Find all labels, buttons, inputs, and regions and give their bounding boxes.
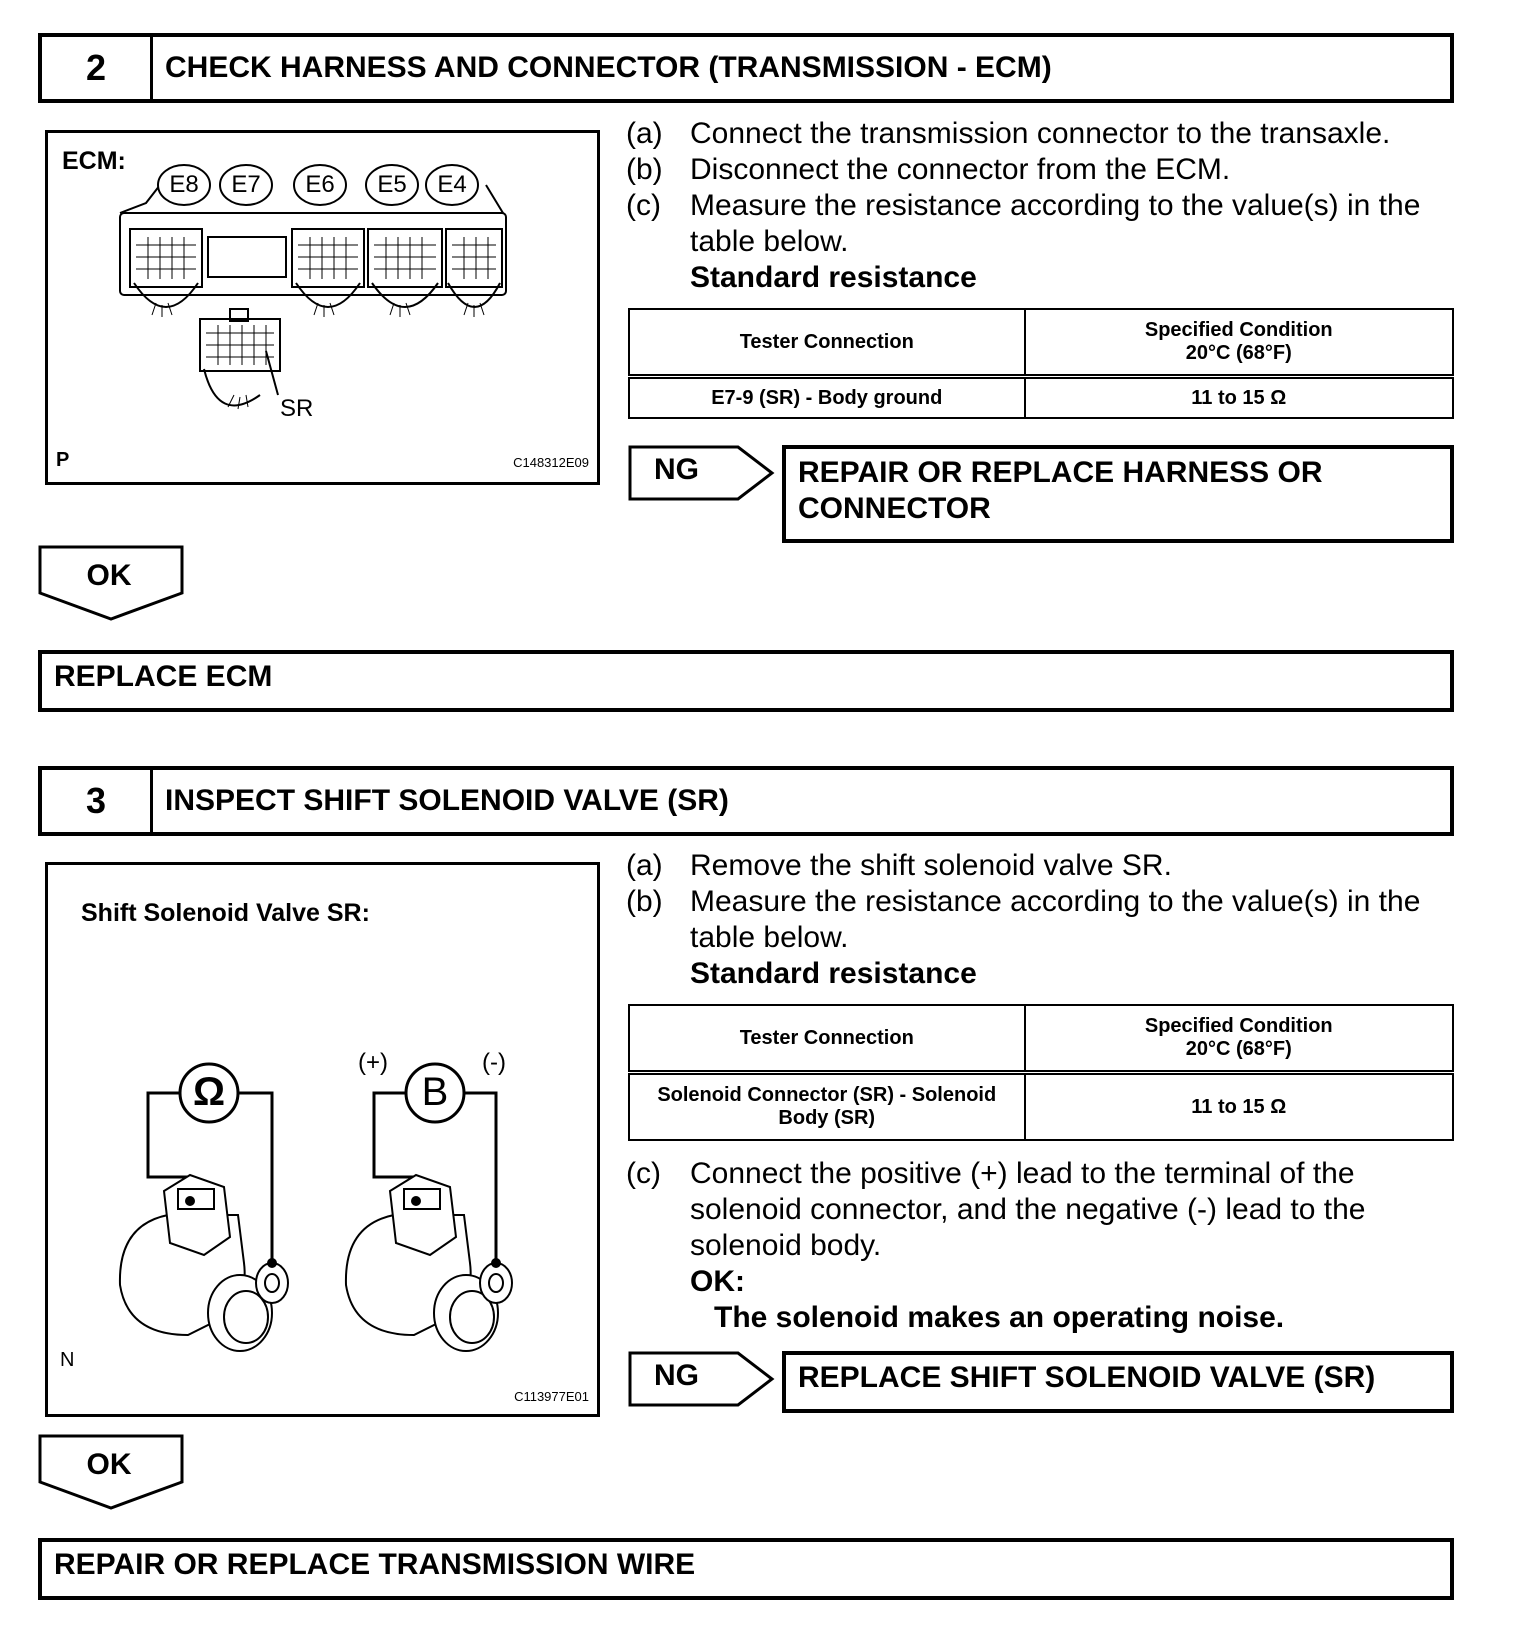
figure-code: C148312E09 xyxy=(513,455,589,470)
solenoid-diagram xyxy=(48,865,597,1414)
figure-corner-letter: N xyxy=(60,1349,75,1371)
ng-result: REPAIR OR REPLACE HARNESS OR CONNECTOR xyxy=(782,445,1454,543)
ok-heading: OK: xyxy=(690,1265,745,1298)
instruction-a: (a) Remove the shift solenoid valve SR. xyxy=(626,849,1172,882)
ng-result: REPLACE SHIFT SOLENOID VALVE (SR) xyxy=(782,1351,1454,1413)
step-3-instructions xyxy=(626,848,1450,992)
sr-pin-label: SR xyxy=(280,395,314,422)
ok-arrow xyxy=(38,1434,186,1510)
table-row xyxy=(629,1073,1453,1141)
ng-arrow xyxy=(628,1351,776,1407)
step-title: INSPECT SHIFT SOLENOID VALVE (SR) xyxy=(165,784,729,817)
col-specified-condition: Specified Condition 20°C (68°F) xyxy=(1025,309,1453,377)
connector-label-e4: E4 xyxy=(437,171,467,198)
standard-resistance-heading: Standard resistance xyxy=(690,261,977,294)
connector-label-e5: E5 xyxy=(377,171,407,198)
tester-connection-cell: E7-9 (SR) - Body ground xyxy=(629,377,1025,419)
step-3-instruction-c xyxy=(626,1156,1450,1336)
connector-label-e7: E7 xyxy=(231,171,261,198)
col-tester-connection: Tester Connection xyxy=(629,1005,1025,1073)
step-3-spec-table xyxy=(628,1004,1454,1141)
battery-icon: B xyxy=(421,1070,449,1114)
tester-connection-cell: Solenoid Connector (SR) - Solenoid Body (SR) xyxy=(629,1073,1025,1141)
step-title: CHECK HARNESS AND CONNECTOR (TRANSMISSION - ECM) xyxy=(165,51,1052,84)
ok-result: REPAIR OR REPLACE TRANSMISSION WIRE xyxy=(38,1538,1454,1600)
standard-resistance-heading: Standard resistance xyxy=(690,957,977,990)
ng-arrow-shape xyxy=(628,1351,776,1407)
table-header-row xyxy=(629,1005,1453,1073)
step-2-instructions xyxy=(626,116,1450,296)
figure-label: Shift Solenoid Valve SR: xyxy=(81,899,370,927)
connector-label-e6: E6 xyxy=(305,171,335,198)
ecm-figure xyxy=(45,130,600,485)
ok-label: OK xyxy=(86,559,132,592)
instruction-c: (c) Measure the resistance according to the value(s) in the table below. xyxy=(626,189,1421,258)
ok-arrow xyxy=(38,545,186,621)
step-number: 2 xyxy=(42,37,153,99)
ok-condition: The solenoid makes an operating noise. xyxy=(714,1301,1285,1334)
instruction-b: (b) Measure the resistance according to the value(s) in the table below. xyxy=(626,885,1421,954)
col-specified-condition: Specified Condition 20°C (68°F) xyxy=(1025,1005,1453,1073)
instruction-b: (b) Disconnect the connector from the ECM. xyxy=(626,153,1231,186)
positive-label: (+) xyxy=(358,1049,388,1076)
step-3-header xyxy=(38,766,1454,836)
solenoid-figure xyxy=(45,862,600,1417)
step-2-header xyxy=(38,33,1454,103)
step-2-spec-table xyxy=(628,308,1454,419)
instruction-a: (a) Connect the transmission connector to the transaxle. xyxy=(626,117,1391,150)
ok-result: REPLACE ECM xyxy=(38,650,1454,712)
col-tester-connection: Tester Connection xyxy=(629,309,1025,377)
ng-arrow xyxy=(628,445,776,501)
ng-arrow-shape xyxy=(628,445,776,501)
step-number: 3 xyxy=(42,770,153,832)
table-header-row xyxy=(629,309,1453,377)
ng-label: NG xyxy=(654,453,699,486)
instruction-c: (c) Connect the positive (+) lead to the terminal of the solenoid connector, and the negative (-) lead to the solenoid body. xyxy=(626,1157,1366,1262)
ok-label: OK xyxy=(86,1448,132,1481)
ohm-icon: Ω xyxy=(192,1070,226,1114)
figure-corner-letter: P xyxy=(56,449,70,471)
specified-condition-cell: 11 to 15 Ω xyxy=(1025,377,1453,419)
figure-label: ECM: xyxy=(62,147,126,175)
figure-code: C113977E01 xyxy=(514,1389,589,1404)
specified-condition-cell: 11 to 15 Ω xyxy=(1025,1073,1453,1141)
negative-label: (-) xyxy=(482,1049,506,1076)
table-row xyxy=(629,377,1453,419)
connector-label-e8: E8 xyxy=(169,171,199,198)
ng-label: NG xyxy=(654,1359,699,1392)
